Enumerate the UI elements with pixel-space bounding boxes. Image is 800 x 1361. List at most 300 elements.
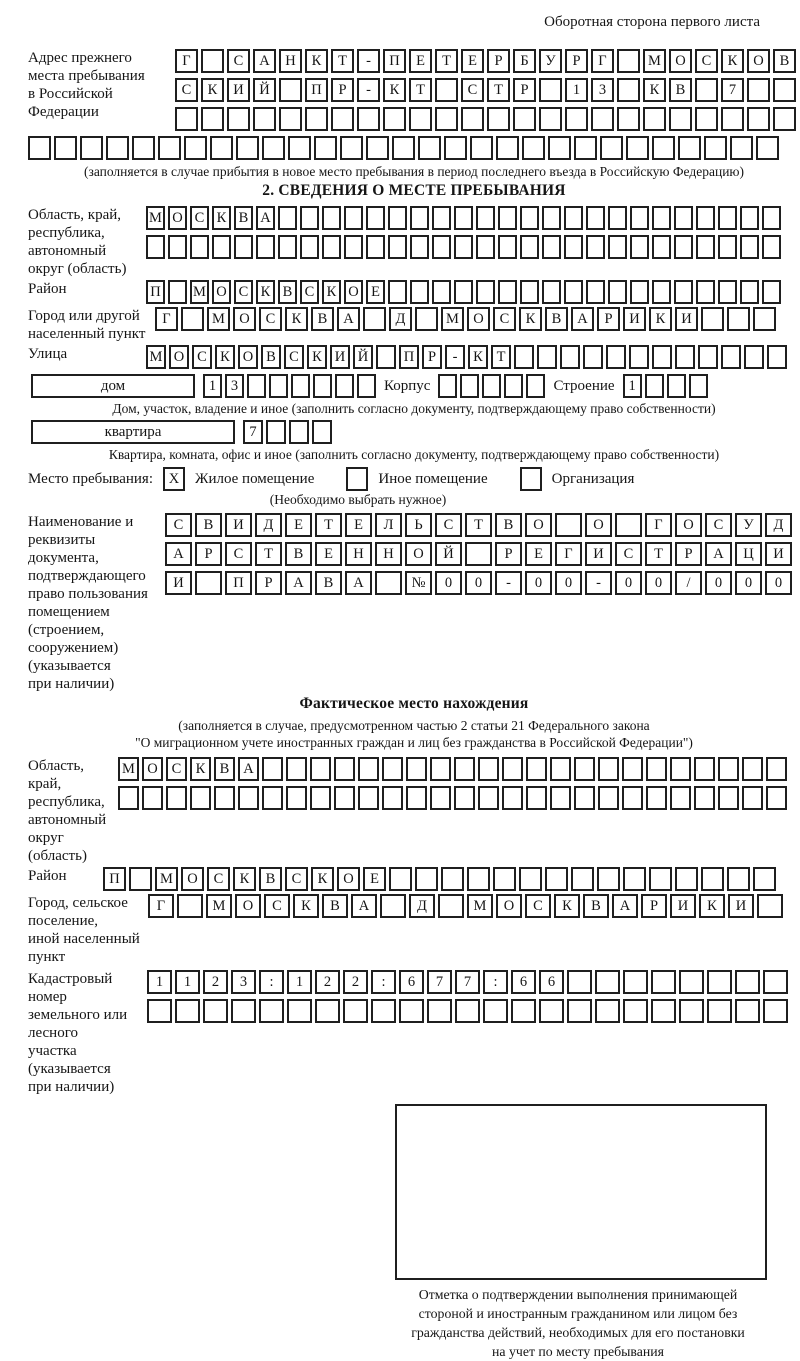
- text-line: стороной и иностранным гражданином или лицом без: [418, 1306, 738, 1321]
- char-cell: Р: [597, 307, 620, 331]
- char-cell: И: [225, 513, 252, 537]
- char-cell: [331, 107, 354, 131]
- text-line: Город или другой: [28, 308, 140, 324]
- char-cell: К: [307, 345, 327, 369]
- char-cell: [454, 280, 473, 304]
- char-cell: [513, 107, 536, 131]
- char-cell: О: [337, 867, 360, 891]
- char-cell: [262, 757, 283, 781]
- char-cell: [742, 757, 763, 781]
- char-cell: [704, 136, 727, 160]
- char-cell: К: [190, 757, 211, 781]
- char-cell: [649, 867, 672, 891]
- char-cell: [259, 999, 284, 1023]
- char-cell: -: [357, 49, 380, 73]
- char-cell: [344, 235, 363, 259]
- char-cell: [461, 107, 484, 131]
- char-cell: О: [235, 894, 261, 918]
- text-line: населенный пункт: [28, 326, 146, 342]
- char-cell: №: [405, 571, 432, 595]
- char-cell: [762, 280, 781, 304]
- char-cell: [312, 420, 332, 444]
- char-cell: В: [195, 513, 222, 537]
- char-cell: [288, 136, 311, 160]
- char-cell: С: [190, 206, 209, 230]
- s2-city-row: [155, 307, 776, 331]
- char-cell: [520, 235, 539, 259]
- char-cell: [756, 136, 779, 160]
- char-cell: [740, 280, 759, 304]
- char-cell: [560, 345, 580, 369]
- char-cell: [564, 280, 583, 304]
- char-cell: [674, 206, 693, 230]
- char-cell: М: [146, 206, 165, 230]
- char-cell: [212, 235, 231, 259]
- char-cell: [279, 107, 302, 131]
- char-cell: [623, 867, 646, 891]
- char-cell: [651, 970, 676, 994]
- text-line: Кадастровый номер: [28, 971, 113, 1005]
- char-cell: [234, 235, 253, 259]
- char-cell: [608, 280, 627, 304]
- char-cell: 1: [203, 374, 222, 398]
- char-cell: -: [495, 571, 522, 595]
- prev-address-field: [28, 49, 800, 131]
- char-cell: К: [383, 78, 406, 102]
- char-cell: [496, 136, 519, 160]
- s2-district-label: Район: [28, 281, 67, 297]
- char-cell: [598, 757, 619, 781]
- char-cell: С: [192, 345, 212, 369]
- char-cell: К: [721, 49, 744, 73]
- char-cell: [253, 107, 276, 131]
- char-cell: [652, 345, 672, 369]
- char-cell: [727, 307, 750, 331]
- char-cell: О: [467, 307, 490, 331]
- char-cell: С: [175, 78, 198, 102]
- char-cell: [539, 78, 562, 102]
- char-cell: Р: [675, 542, 702, 566]
- char-cell: [586, 235, 605, 259]
- char-cell: В: [773, 49, 796, 73]
- char-cell: [622, 757, 643, 781]
- char-cell: [721, 107, 744, 131]
- char-cell: [766, 786, 787, 810]
- text-line: Область, край,: [28, 207, 122, 223]
- char-cell: [335, 374, 354, 398]
- char-cell: 0: [645, 571, 672, 595]
- char-cell: [701, 867, 724, 891]
- char-cell: С: [284, 345, 304, 369]
- s2-district-field: [28, 280, 800, 304]
- char-cell: [753, 307, 776, 331]
- char-cell: Е: [285, 513, 312, 537]
- actual-region-row-2: [118, 786, 787, 810]
- char-cell: 7: [721, 78, 744, 102]
- char-cell: [643, 107, 666, 131]
- actual-location-title: Фактическое место нахождения: [299, 695, 529, 712]
- char-cell: И: [330, 345, 350, 369]
- char-cell: Р: [495, 542, 522, 566]
- char-cell: О: [669, 49, 692, 73]
- char-cell: [670, 786, 691, 810]
- text-line: при наличии): [28, 676, 115, 692]
- text-line: (заполняется в случае, предусмотренном частью 2 статьи 21 Федерального закона: [178, 718, 650, 733]
- char-cell: [54, 136, 77, 160]
- char-cell: 1: [287, 970, 312, 994]
- text-line: автономный округ: [28, 812, 107, 846]
- char-cell: [454, 235, 473, 259]
- char-cell: [106, 136, 129, 160]
- actual-region-rows: [118, 757, 787, 810]
- stroenie-cells: [623, 374, 708, 398]
- char-cell: [542, 235, 561, 259]
- char-cell: [478, 786, 499, 810]
- house-note: Дом, участок, владение и иное (заполнить согласно документу, подтверждающему право собственности): [112, 401, 716, 416]
- char-cell: [476, 206, 495, 230]
- char-cell: К: [293, 894, 319, 918]
- char-cell: [286, 786, 307, 810]
- char-cell: [564, 206, 583, 230]
- prev-address-label: [28, 49, 175, 121]
- char-cell: [376, 345, 396, 369]
- char-cell: Р: [331, 78, 354, 102]
- char-cell: [696, 206, 715, 230]
- char-cell: М: [643, 49, 666, 73]
- char-cell: [574, 136, 597, 160]
- char-cell: Г: [175, 49, 198, 73]
- text-line: Отметка о подтверждении выполнения принимающей: [418, 1287, 738, 1302]
- text-line: гражданства действий, необходимых для его постановки: [411, 1325, 745, 1340]
- text-line: (область): [28, 848, 87, 864]
- char-cell: [623, 999, 648, 1023]
- char-cell: К: [322, 280, 341, 304]
- char-cell: Г: [155, 307, 178, 331]
- char-cell: С: [259, 307, 282, 331]
- char-cell: А: [351, 894, 377, 918]
- char-cell: М: [146, 345, 166, 369]
- char-cell: Р: [422, 345, 442, 369]
- char-cell: Т: [645, 542, 672, 566]
- char-cell: [291, 374, 310, 398]
- char-cell: [762, 235, 781, 259]
- char-cell: [504, 374, 523, 398]
- document-label: [28, 513, 165, 693]
- char-cell: В: [285, 542, 312, 566]
- char-cell: П: [146, 280, 165, 304]
- char-cell: А: [165, 542, 192, 566]
- char-cell: [190, 786, 211, 810]
- char-cell: 7: [455, 970, 480, 994]
- char-cell: [236, 136, 259, 160]
- char-cell: П: [383, 49, 406, 73]
- char-cell: И: [675, 307, 698, 331]
- char-cell: К: [643, 78, 666, 102]
- char-cell: [550, 757, 571, 781]
- char-cell: А: [285, 571, 312, 595]
- char-cell: В: [311, 307, 334, 331]
- char-cell: [427, 999, 452, 1023]
- char-cell: [502, 757, 523, 781]
- apartment-box-label: квартира: [31, 420, 235, 444]
- s2-street-label: Улица: [28, 346, 68, 362]
- char-cell: [476, 235, 495, 259]
- char-cell: [545, 867, 568, 891]
- char-cell: [478, 757, 499, 781]
- text-line: земельного или лесного: [28, 1007, 128, 1041]
- char-cell: [695, 107, 718, 131]
- char-cell: Ь: [405, 513, 432, 537]
- char-cell: [597, 867, 620, 891]
- char-cell: [520, 280, 539, 304]
- char-cell: [286, 757, 307, 781]
- char-cell: Т: [409, 78, 432, 102]
- char-cell: [146, 235, 165, 259]
- char-cell: [344, 206, 363, 230]
- char-cell: С: [166, 757, 187, 781]
- char-cell: 2: [343, 970, 368, 994]
- actual-region-row-1: [118, 757, 787, 781]
- char-cell: 0: [705, 571, 732, 595]
- char-cell: [454, 206, 473, 230]
- char-cell: [482, 374, 501, 398]
- char-cell: 7: [243, 420, 263, 444]
- char-cell: [410, 280, 429, 304]
- char-cell: А: [612, 894, 638, 918]
- text-line: на учет по месту пребывания: [492, 1344, 664, 1359]
- char-cell: [550, 786, 571, 810]
- char-cell: М: [467, 894, 493, 918]
- char-cell: [608, 235, 627, 259]
- char-cell: [181, 307, 204, 331]
- char-cell: [132, 136, 155, 160]
- char-cell: [214, 786, 235, 810]
- text-line: места пребывания: [28, 68, 145, 84]
- char-cell: [652, 235, 671, 259]
- char-cell: [410, 206, 429, 230]
- char-cell: [586, 206, 605, 230]
- actual-district-row: [103, 867, 776, 891]
- char-cell: [467, 867, 490, 891]
- char-cell: А: [238, 757, 259, 781]
- char-cell: И: [728, 894, 754, 918]
- char-cell: [646, 786, 667, 810]
- char-cell: [630, 235, 649, 259]
- char-cell: [679, 970, 704, 994]
- char-cell: [375, 571, 402, 595]
- char-cell: [147, 999, 172, 1023]
- char-cell: Н: [345, 542, 372, 566]
- char-cell: [366, 136, 389, 160]
- text-line: Федерации: [28, 104, 99, 120]
- cadastral-field: [28, 970, 800, 1096]
- char-cell: [694, 786, 715, 810]
- char-cell: 0: [615, 571, 642, 595]
- char-cell: [696, 280, 715, 304]
- char-cell: [383, 107, 406, 131]
- char-cell: Е: [366, 280, 385, 304]
- char-cell: [595, 970, 620, 994]
- prev-address-row-4: [28, 136, 800, 160]
- char-cell: [430, 786, 451, 810]
- text-line: помещением (строением,: [28, 604, 110, 638]
- char-cell: [747, 107, 770, 131]
- s2-city-field: [28, 307, 800, 343]
- actual-region-label: [28, 757, 118, 865]
- text-line: "О миграционном учете иностранных граждан и лиц без гражданства в Российской Федерации"): [135, 735, 693, 750]
- char-cell: [652, 136, 675, 160]
- document-row-3: [165, 571, 792, 595]
- char-cell: Т: [435, 49, 458, 73]
- char-cell: [310, 757, 331, 781]
- char-cell: [415, 307, 438, 331]
- char-cell: [498, 206, 517, 230]
- document-row-2: [165, 542, 792, 566]
- char-cell: :: [259, 970, 284, 994]
- char-cell: А: [705, 542, 732, 566]
- char-cell: К: [468, 345, 488, 369]
- char-cell: [201, 49, 224, 73]
- apartment-row: [31, 420, 800, 444]
- char-cell: [418, 136, 441, 160]
- char-cell: Р: [513, 78, 536, 102]
- char-cell: В: [322, 894, 348, 918]
- char-cell: [522, 136, 545, 160]
- char-cell: [498, 280, 517, 304]
- char-cell: /: [675, 571, 702, 595]
- char-cell: [567, 999, 592, 1023]
- char-cell: Г: [148, 894, 174, 918]
- char-cell: -: [445, 345, 465, 369]
- char-cell: [674, 280, 693, 304]
- char-cell: Н: [279, 49, 302, 73]
- char-cell: [586, 280, 605, 304]
- char-cell: [470, 136, 493, 160]
- char-cell: [289, 420, 309, 444]
- char-cell: Т: [491, 345, 511, 369]
- char-cell: [399, 999, 424, 1023]
- char-cell: 6: [399, 970, 424, 994]
- char-cell: Р: [565, 49, 588, 73]
- char-cell: [667, 374, 686, 398]
- char-cell: 3: [231, 970, 256, 994]
- char-cell: [184, 136, 207, 160]
- char-cell: Р: [255, 571, 282, 595]
- s2-district-row: [146, 280, 781, 304]
- char-cell: [203, 999, 228, 1023]
- char-cell: С: [705, 513, 732, 537]
- korpus-label: Корпус: [384, 377, 431, 394]
- char-cell: М: [118, 757, 139, 781]
- char-cell: [454, 757, 475, 781]
- s2-region-row-2: [146, 235, 781, 259]
- char-cell: У: [539, 49, 562, 73]
- s2-region-label: [28, 206, 146, 278]
- char-cell: 7: [427, 970, 452, 994]
- char-cell: Й: [353, 345, 373, 369]
- char-cell: И: [623, 307, 646, 331]
- char-cell: [371, 999, 396, 1023]
- char-cell: [382, 757, 403, 781]
- text-line: участка (указывается: [28, 1043, 111, 1077]
- char-cell: [773, 78, 796, 102]
- char-cell: [389, 867, 412, 891]
- text-line: Адрес прежнего: [28, 50, 132, 66]
- char-cell: :: [483, 970, 508, 994]
- char-cell: Ц: [735, 542, 762, 566]
- char-cell: -: [357, 78, 380, 102]
- char-cell: С: [300, 280, 319, 304]
- char-cell: [679, 999, 704, 1023]
- char-cell: О: [747, 49, 770, 73]
- char-cell: [646, 757, 667, 781]
- text-line: округ (область): [28, 261, 127, 277]
- char-cell: Е: [363, 867, 386, 891]
- char-cell: 0: [735, 571, 762, 595]
- char-cell: К: [233, 867, 256, 891]
- char-cell: [674, 235, 693, 259]
- stay-checkbox-residential: X: [163, 467, 185, 491]
- char-cell: [357, 374, 376, 398]
- char-cell: Е: [525, 542, 552, 566]
- char-cell: [432, 235, 451, 259]
- stroenie-label: Строение: [553, 377, 615, 394]
- char-cell: С: [207, 867, 230, 891]
- char-cell: [678, 136, 701, 160]
- char-cell: 1: [175, 970, 200, 994]
- char-cell: 0: [765, 571, 792, 595]
- char-cell: [537, 345, 557, 369]
- char-cell: К: [649, 307, 672, 331]
- stay-type-label: Место пребывания:: [28, 470, 153, 487]
- actual-district-field: [28, 867, 800, 891]
- char-cell: [718, 235, 737, 259]
- char-cell: К: [311, 867, 334, 891]
- char-cell: С: [264, 894, 290, 918]
- char-cell: [410, 235, 429, 259]
- char-cell: О: [675, 513, 702, 537]
- prev-address-row-2: [175, 78, 796, 102]
- char-cell: [28, 136, 51, 160]
- char-cell: [651, 999, 676, 1023]
- stay-option-other-premises-label: Иное помещение: [378, 470, 488, 487]
- char-cell: [539, 107, 562, 131]
- char-cell: [753, 867, 776, 891]
- char-cell: Л: [375, 513, 402, 537]
- char-cell: Р: [487, 49, 510, 73]
- char-cell: [340, 136, 363, 160]
- char-cell: С: [615, 542, 642, 566]
- char-cell: [763, 970, 788, 994]
- char-cell: [600, 136, 623, 160]
- char-cell: С: [227, 49, 250, 73]
- char-cell: [718, 786, 739, 810]
- char-cell: [358, 786, 379, 810]
- char-cell: У: [735, 513, 762, 537]
- char-cell: [315, 999, 340, 1023]
- char-cell: [266, 420, 286, 444]
- char-cell: -: [585, 571, 612, 595]
- char-cell: С: [435, 513, 462, 537]
- char-cell: [493, 867, 516, 891]
- char-cell: [438, 894, 464, 918]
- char-cell: С: [285, 867, 308, 891]
- char-cell: [763, 999, 788, 1023]
- char-cell: К: [519, 307, 542, 331]
- actual-city-label: [28, 894, 148, 966]
- char-cell: [476, 280, 495, 304]
- char-cell: В: [261, 345, 281, 369]
